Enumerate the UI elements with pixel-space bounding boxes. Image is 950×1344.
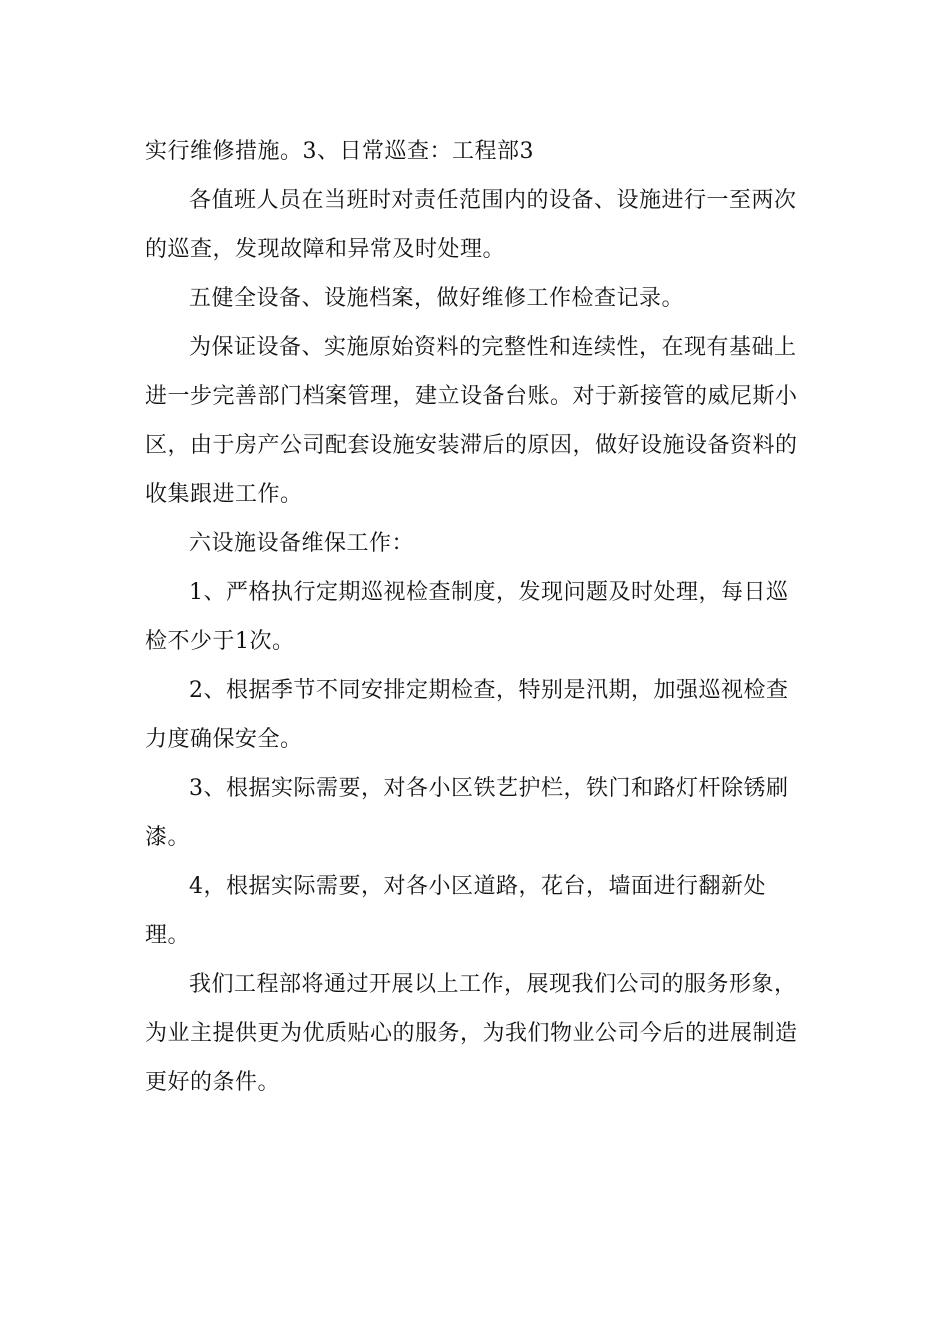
- list-item-1: 1、严格执行定期巡视检查制度，发现问题及时处理，每日巡检不少于1次。: [145, 580, 789, 654]
- paragraph-conclusion: 我们工程部将通过开展以上工作，展现我们公司的服务形象，为业主提供更为优质贴心的服务，为我们物业公司今后的进展制造更好的条件。: [145, 972, 798, 1095]
- paragraph-duty-inspection: 各值班人员在当班时对责任范围内的设备、设施进行一至两次的巡查，发现故障和异常及时处理。: [145, 188, 797, 262]
- paragraph-continuation: 实行维修措施。3、日常巡查：工程部3: [145, 139, 534, 164]
- list-item-2: 2、根据季节不同安排定期检查，特别是汛期，加强巡视检查力度确保安全。: [145, 678, 789, 752]
- list-item-4: 4，根据实际需要，对各小区道路，花台，墙面进行翻新处理。: [145, 874, 766, 948]
- list-item-3: 3、根据实际需要，对各小区铁艺护栏，铁门和路灯杆除锈刷漆。: [145, 776, 789, 850]
- section-heading-archives: 五健全设备、设施档案，做好维修工作检查记录。: [189, 286, 685, 311]
- paragraph-archive-management: 为保证设备、实施原始资料的完整性和连续性，在现有基础上进一步完善部门档案管理，建立设备台账。对于新接管的威尼斯小区，由于房产公司配套设施安装滞后的原因，做好设施设备资料的收集跟进工作。: [145, 335, 798, 507]
- section-heading-maintenance: 六设施设备维保工作：: [189, 531, 415, 556]
- document-body: [145, 127, 810, 1107]
